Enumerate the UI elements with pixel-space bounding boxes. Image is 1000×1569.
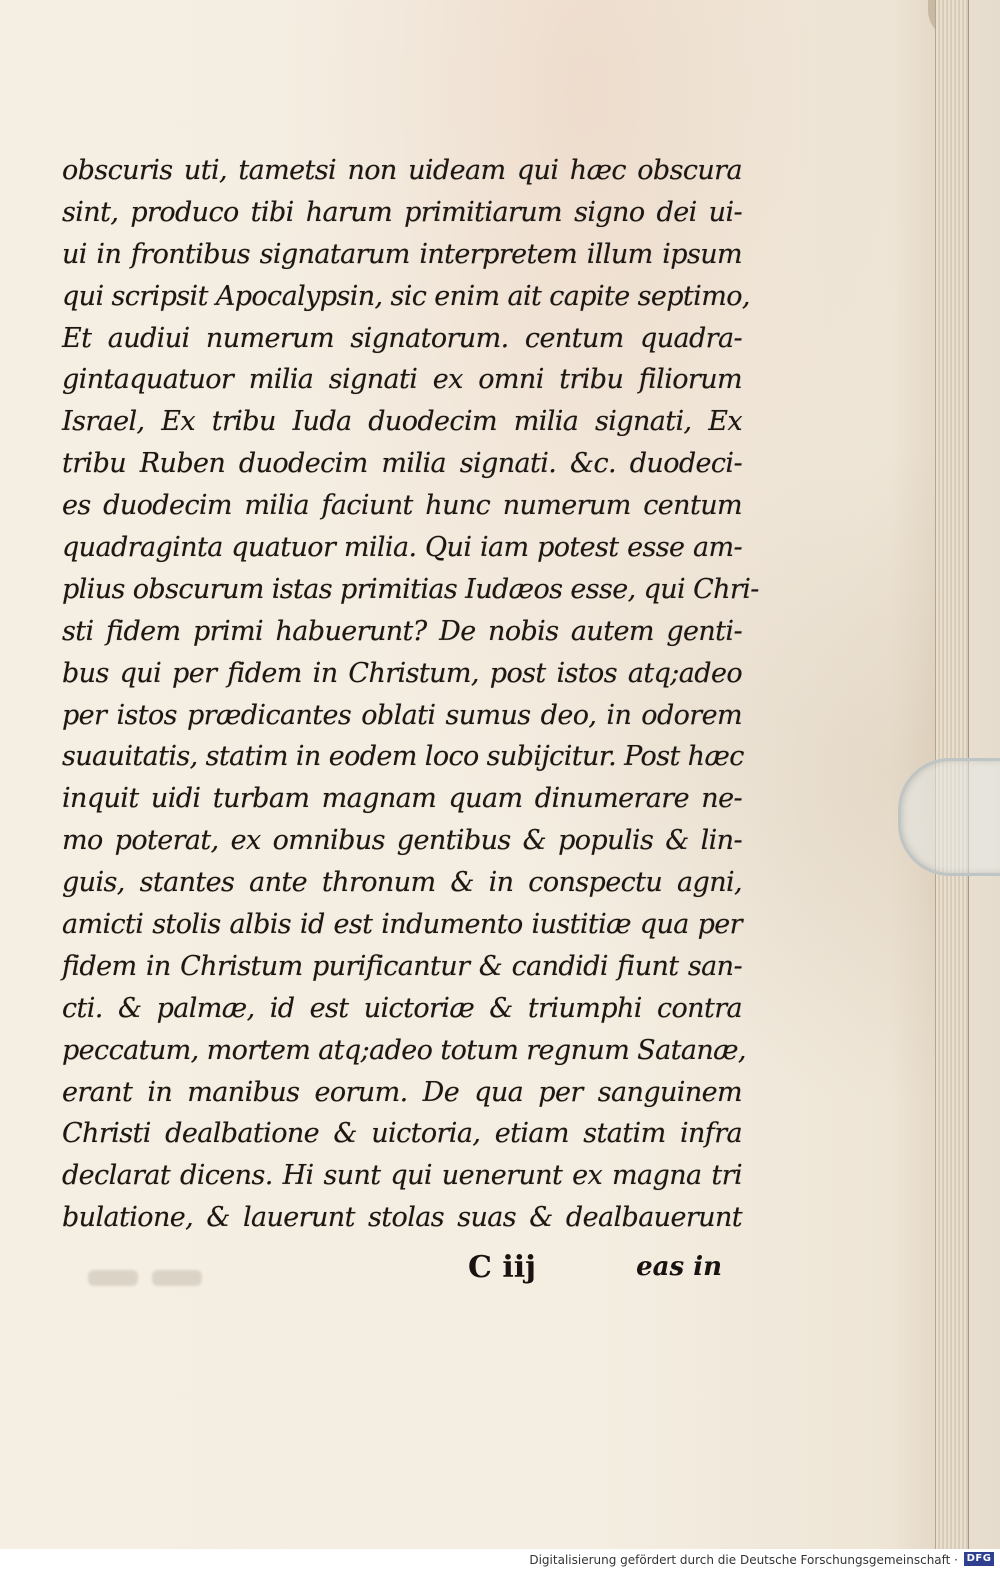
ink-offset-stain xyxy=(88,1270,228,1310)
text-line: qui scripsit Apocalypsin, sic enim ait capite septimo, xyxy=(62,280,750,312)
text-line: gintaquatuor milia signati ex omni tribu filiorum xyxy=(62,364,742,396)
text-line: guis, stantes ante thronum & in conspectu agni, xyxy=(62,867,742,899)
footer-bar xyxy=(0,1549,1000,1569)
text-line: per istos prædicantes oblati sumus deo, in odorem xyxy=(62,699,742,731)
text-line: declarat dicens. Hi sunt qui uenerunt ex magna tri xyxy=(62,1160,742,1192)
text-line: mo poterat, ex omnibus gentibus & populis & lin- xyxy=(62,825,742,857)
text-line: tribu Ruben duodecim milia signati. &c. duodeci- xyxy=(62,448,742,480)
signature-mark: C iij xyxy=(468,1250,536,1285)
funding-notice: Digitalisierung gefördert durch die Deutsche Forschungsgemeinschaft · xyxy=(529,1553,958,1567)
text-line: bus qui per fidem in Christum, post istos atq;adeo xyxy=(62,657,742,689)
ink-offset-word xyxy=(88,1270,138,1286)
text-line: inquit uidi turbam magnam quam dinumerare ne- xyxy=(62,783,742,815)
text-line: suauitatis, statim in eodem loco subijcitur. Post hæc xyxy=(62,741,744,773)
body-text xyxy=(62,150,759,1239)
text-line: bulatione, & lauerunt stolas suas & dealbauerunt xyxy=(62,1202,742,1234)
text-line: plius obscurum istas primitias Iudæos esse, qui Chri- xyxy=(62,573,759,605)
signature-line xyxy=(462,1250,722,1294)
text-line: Christi dealbatione & uictoria, etiam statim infra xyxy=(62,1118,742,1150)
text-line: Et audiui numerum signatorum. centum quadra- xyxy=(62,322,742,354)
text-line: amicti stolis albis id est indumento iustitiæ qua per xyxy=(62,909,742,941)
text-line: peccatum, mortem atq;adeo totum regnum Satanæ, xyxy=(62,1034,746,1066)
text-line: cti. & palmæ, id est uictoriæ & triumphi contra xyxy=(62,992,742,1024)
ink-offset-word xyxy=(152,1270,202,1286)
text-line: quadraginta quatuor milia. Qui iam potest esse am- xyxy=(62,532,742,564)
text-line: sint, produco tibi harum primitiarum signo dei ui- xyxy=(62,196,742,228)
book-clasp xyxy=(898,758,1000,876)
text-line: fidem in Christum purificantur & candidi fiunt san- xyxy=(62,950,742,982)
text-line: erant in manibus eorum. De qua per sanguinem xyxy=(62,1076,742,1108)
dfg-logo-icon: DFG xyxy=(964,1552,994,1566)
text-line: obscuris uti, tametsi non uideam qui hæc obscura xyxy=(62,155,742,186)
text-line: es duodecim milia faciunt hunc numerum centum xyxy=(62,490,742,522)
text-line: Israel, Ex tribu Iuda duodecim milia signati, Ex xyxy=(62,406,742,438)
text-line: ui in frontibus signatarum interpretem illum ipsum xyxy=(62,238,742,270)
text-line: sti fidem primi habuerunt? De nobis autem genti- xyxy=(62,615,742,647)
catchword: eas in xyxy=(636,1252,722,1282)
